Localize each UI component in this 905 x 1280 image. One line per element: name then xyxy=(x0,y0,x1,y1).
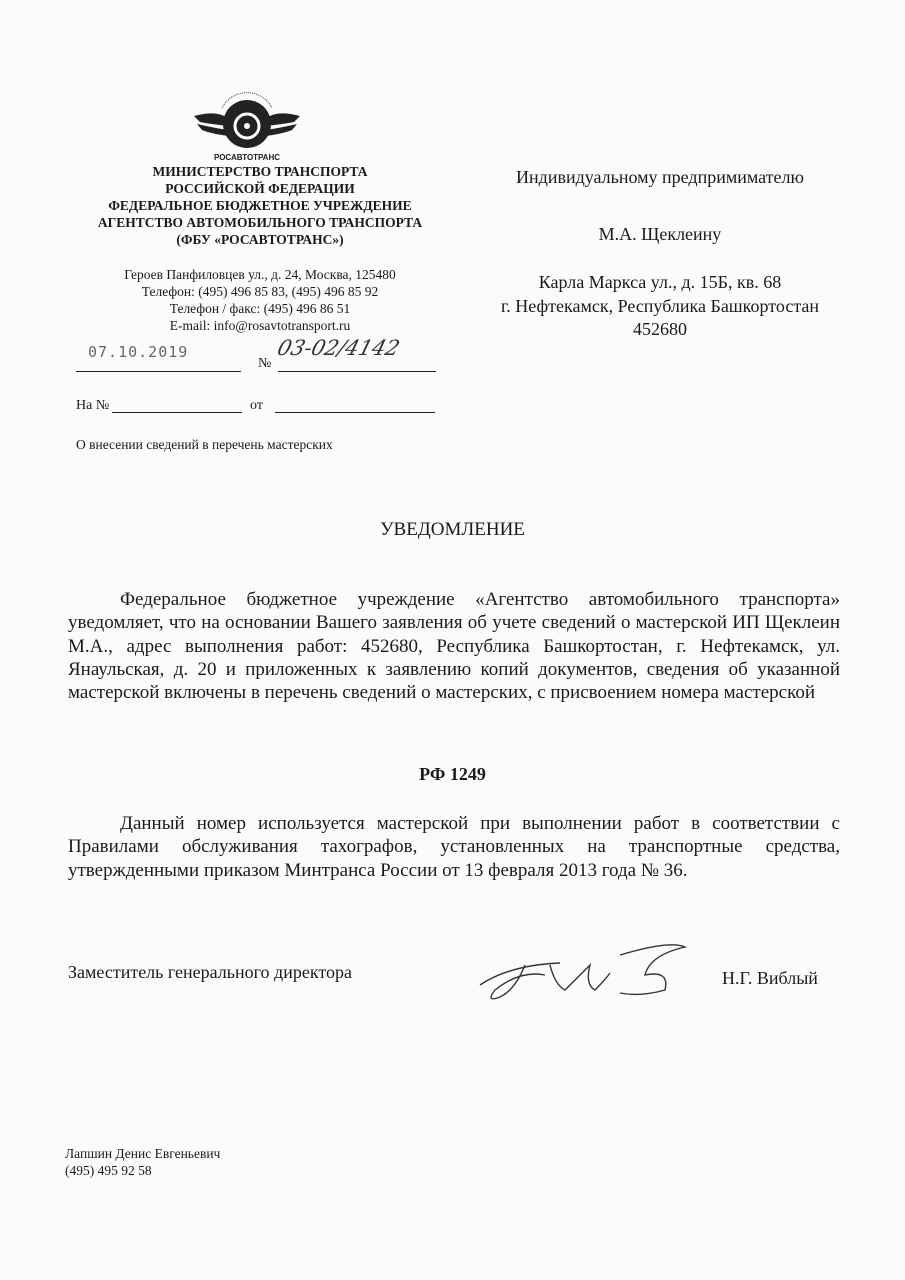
document-heading: УВЕДОМЛЕНИЕ xyxy=(380,519,525,540)
org-line: ФЕДЕРАЛЬНОЕ БЮДЖЕТНОЕ УЧРЕЖДЕНИЕ xyxy=(108,198,412,213)
number-label: № xyxy=(258,356,272,371)
executor-info xyxy=(65,1145,220,1179)
date-line xyxy=(76,371,241,372)
org-phone: Телефон: (495) 496 85 83, (495) 496 85 92 xyxy=(141,284,379,299)
handwritten-signature xyxy=(470,935,700,1015)
number-line xyxy=(278,371,436,372)
subject: О внесении сведений в перечень мастерских xyxy=(76,437,333,452)
recipient-title: Индивидуальному предпримимателю xyxy=(516,167,804,187)
recipient-city: г. Нефтекамск, Республика Башкортостан xyxy=(500,296,820,316)
reply-number-label: На № xyxy=(76,398,110,413)
recipient-address: Карла Маркса ул., д. 15Б, кв. 68 xyxy=(538,272,782,292)
reply-date-line xyxy=(275,412,435,413)
executor-name: Лапшин Денис Евгеньевич xyxy=(65,1146,221,1161)
recipient-postcode: 452680 xyxy=(633,319,687,339)
registration-number: 03-02/4142 xyxy=(274,336,403,360)
organization-name xyxy=(60,163,460,248)
org-email: E-mail: info@rosavtotransport.ru xyxy=(169,318,351,333)
signatory-name: Н.Г. Виблый xyxy=(722,968,818,988)
svg-text:РОСАВТОТРАНС: РОСАВТОТРАНС xyxy=(213,153,281,162)
org-line: АГЕНТСТВО АВТОМОБИЛЬНОГО ТРАНСПОРТА xyxy=(97,215,423,230)
rosavtotrans-logo xyxy=(192,88,302,166)
reply-date-label: от xyxy=(250,398,263,413)
executor-phone: (495) 495 92 58 xyxy=(65,1163,152,1178)
reply-number-line xyxy=(112,412,242,413)
org-address: Героев Панфиловцев ул., д. 24, Москва, 125480 xyxy=(124,267,396,282)
org-line: МИНИСТЕРСТВО ТРАНСПОРТА xyxy=(152,164,368,179)
usage-paragraph: Данный номер используется мастерской при выполнении работ в соответствии с Правилами обслуживания тахографов, установленных на транспортные средства, утвержденными приказом Минтранса России от 13 февраля 2013 года № 36. xyxy=(68,813,840,881)
recipient-name: М.А. Щеклеину xyxy=(598,224,722,244)
notification-paragraph: Федеральное бюджетное учреждение «Агентство автомобильного транспорта» уведомляет, что на основании Вашего заявления об учете сведений о мастерской ИП Щеклеин М.А., адрес выполнения работ: 452680, Республика Башкортостан, г. Нефтекамск, ул. Янаульская, д. 20 и приложенных к заявлению копий документов, сведения об указанной мастерской включены в перечень сведений о мастерских, с присвоением номера мастерской xyxy=(68,589,840,704)
signatory-position: Заместитель генерального директора xyxy=(68,962,352,982)
registration-date: 07.10.2019 xyxy=(88,343,189,361)
org-contacts xyxy=(60,266,460,334)
org-line: (ФБУ «РОСАВТОТРАНС») xyxy=(176,232,344,247)
org-fax: Телефон / факс: (495) 496 86 51 xyxy=(169,301,351,316)
org-line: РОССИЙСКОЙ ФЕДЕРАЦИИ xyxy=(165,181,355,196)
workshop-number: РФ 1249 xyxy=(419,764,486,784)
